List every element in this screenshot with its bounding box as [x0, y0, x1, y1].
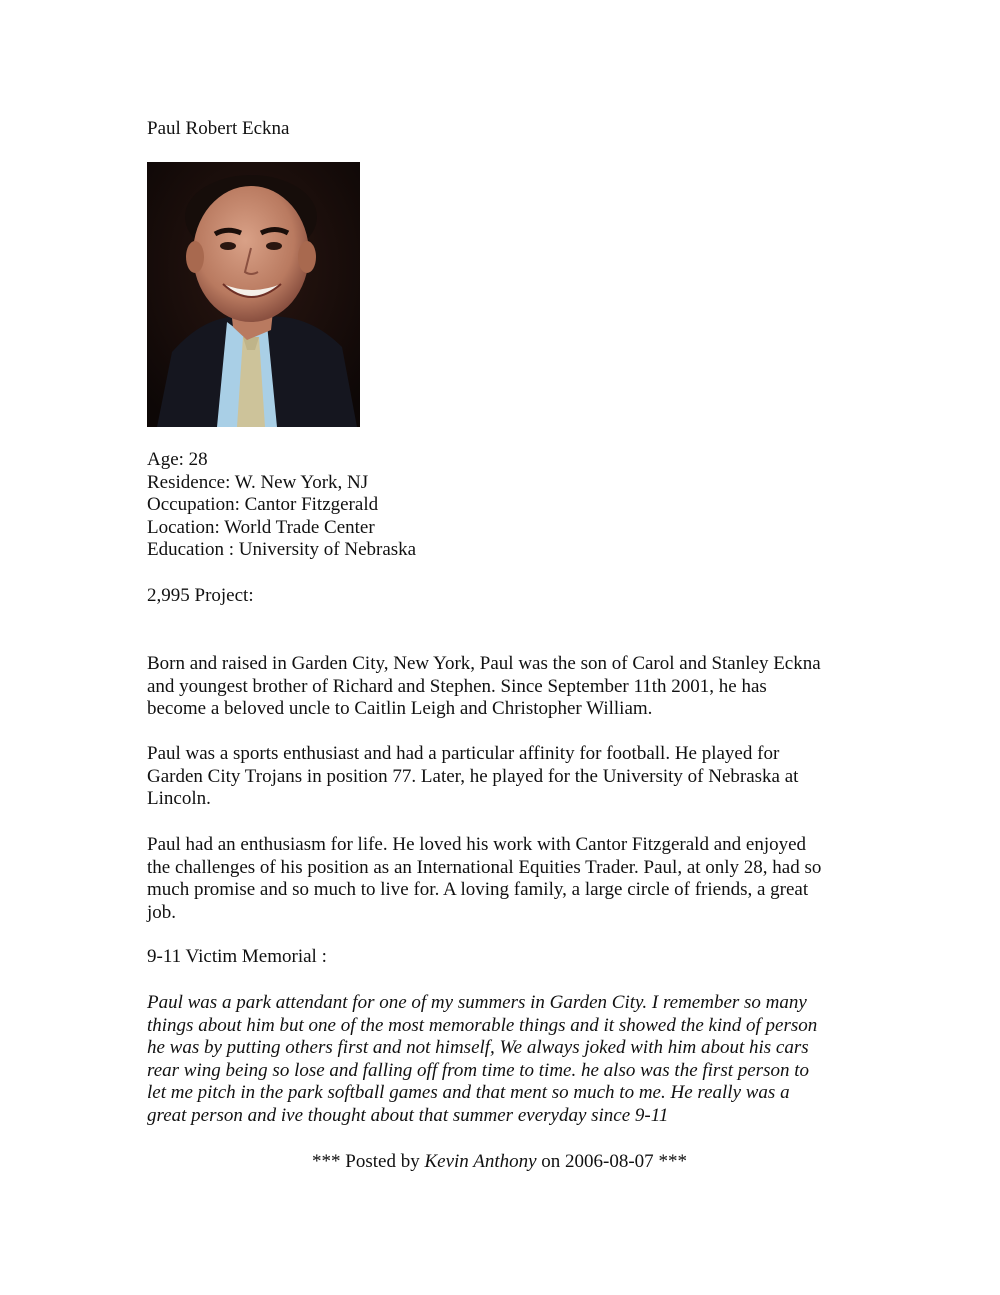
text-line: Paul was a sports enthusiast and had a particular affinity for football. He played for — [147, 743, 780, 764]
memorial-line: great person and ive thought about that summer everyday since 9-11 — [147, 1104, 669, 1126]
text-line: Garden City Trojans in position 77. Later, he played for the University of Nebraska at — [147, 765, 799, 787]
memorial-line: things about him but one of the most memorable things and it showed the kind of person — [147, 1014, 818, 1036]
bio-paragraph-family — [147, 653, 862, 721]
posted-middle: on — [536, 1151, 566, 1172]
text-line: Born and raised in Garden City, New York, Paul was the son of Carol and Stanley Eckna — [147, 653, 821, 674]
text-line: much promise and so much to live for. A loving family, a large circle of friends, a great — [147, 879, 809, 900]
text-line: and youngest brother of Richard and Stephen. Since September 11th 2001, he has — [147, 675, 767, 697]
age-fact: Age: 28 — [147, 449, 208, 470]
memorial-post — [147, 992, 862, 1127]
occupation-fact: Occupation: Cantor Fitzgerald — [147, 494, 379, 515]
memorial-line: let me pitch in the park softball games and that ment so much to me. He really was a — [147, 1082, 790, 1103]
text-line: Lincoln. — [147, 788, 211, 809]
memorial-line: rear wing being so lose and falling off from time to time. he also was the first person to — [147, 1059, 810, 1081]
residence-fact: Residence: W. New York, NJ — [147, 471, 369, 493]
memorial-line: he was by putting others first and not himself, We always joked with him about his cars — [147, 1037, 809, 1058]
bio-paragraph-career — [147, 834, 862, 924]
text-line: job. — [147, 901, 177, 923]
post-date: 2006-08-07 — [565, 1151, 654, 1172]
posted-prefix: *** Posted by — [312, 1151, 425, 1172]
post-author: Kevin Anthony — [424, 1151, 537, 1172]
project-label: 2,995 Project: — [147, 585, 254, 606]
post-attribution — [147, 1151, 852, 1174]
personal-facts — [147, 449, 416, 562]
memorial-line: Paul was a park attendant for one of my summers in Garden City. I remember so many — [147, 992, 807, 1013]
education-fact: Education : University of Nebraska — [147, 539, 417, 560]
text-line: the challenges of his position as an International Equities Trader. Paul, at only 28, had so — [147, 856, 822, 878]
location-fact: Location: World Trade Center — [147, 516, 375, 538]
text-line: Paul had an enthusiasm for life. He loved his work with Cantor Fitzgerald and enjoyed — [147, 834, 807, 855]
bio-paragraph-sports — [147, 743, 862, 811]
memorial-heading: 9-11 Victim Memorial : — [147, 946, 327, 967]
text-line: become a beloved uncle to Caitlin Leigh and Christopher William. — [147, 698, 653, 719]
portrait-photo — [147, 162, 360, 427]
posted-suffix: *** — [653, 1151, 687, 1172]
page-title: Paul Robert Eckna — [147, 118, 290, 139]
